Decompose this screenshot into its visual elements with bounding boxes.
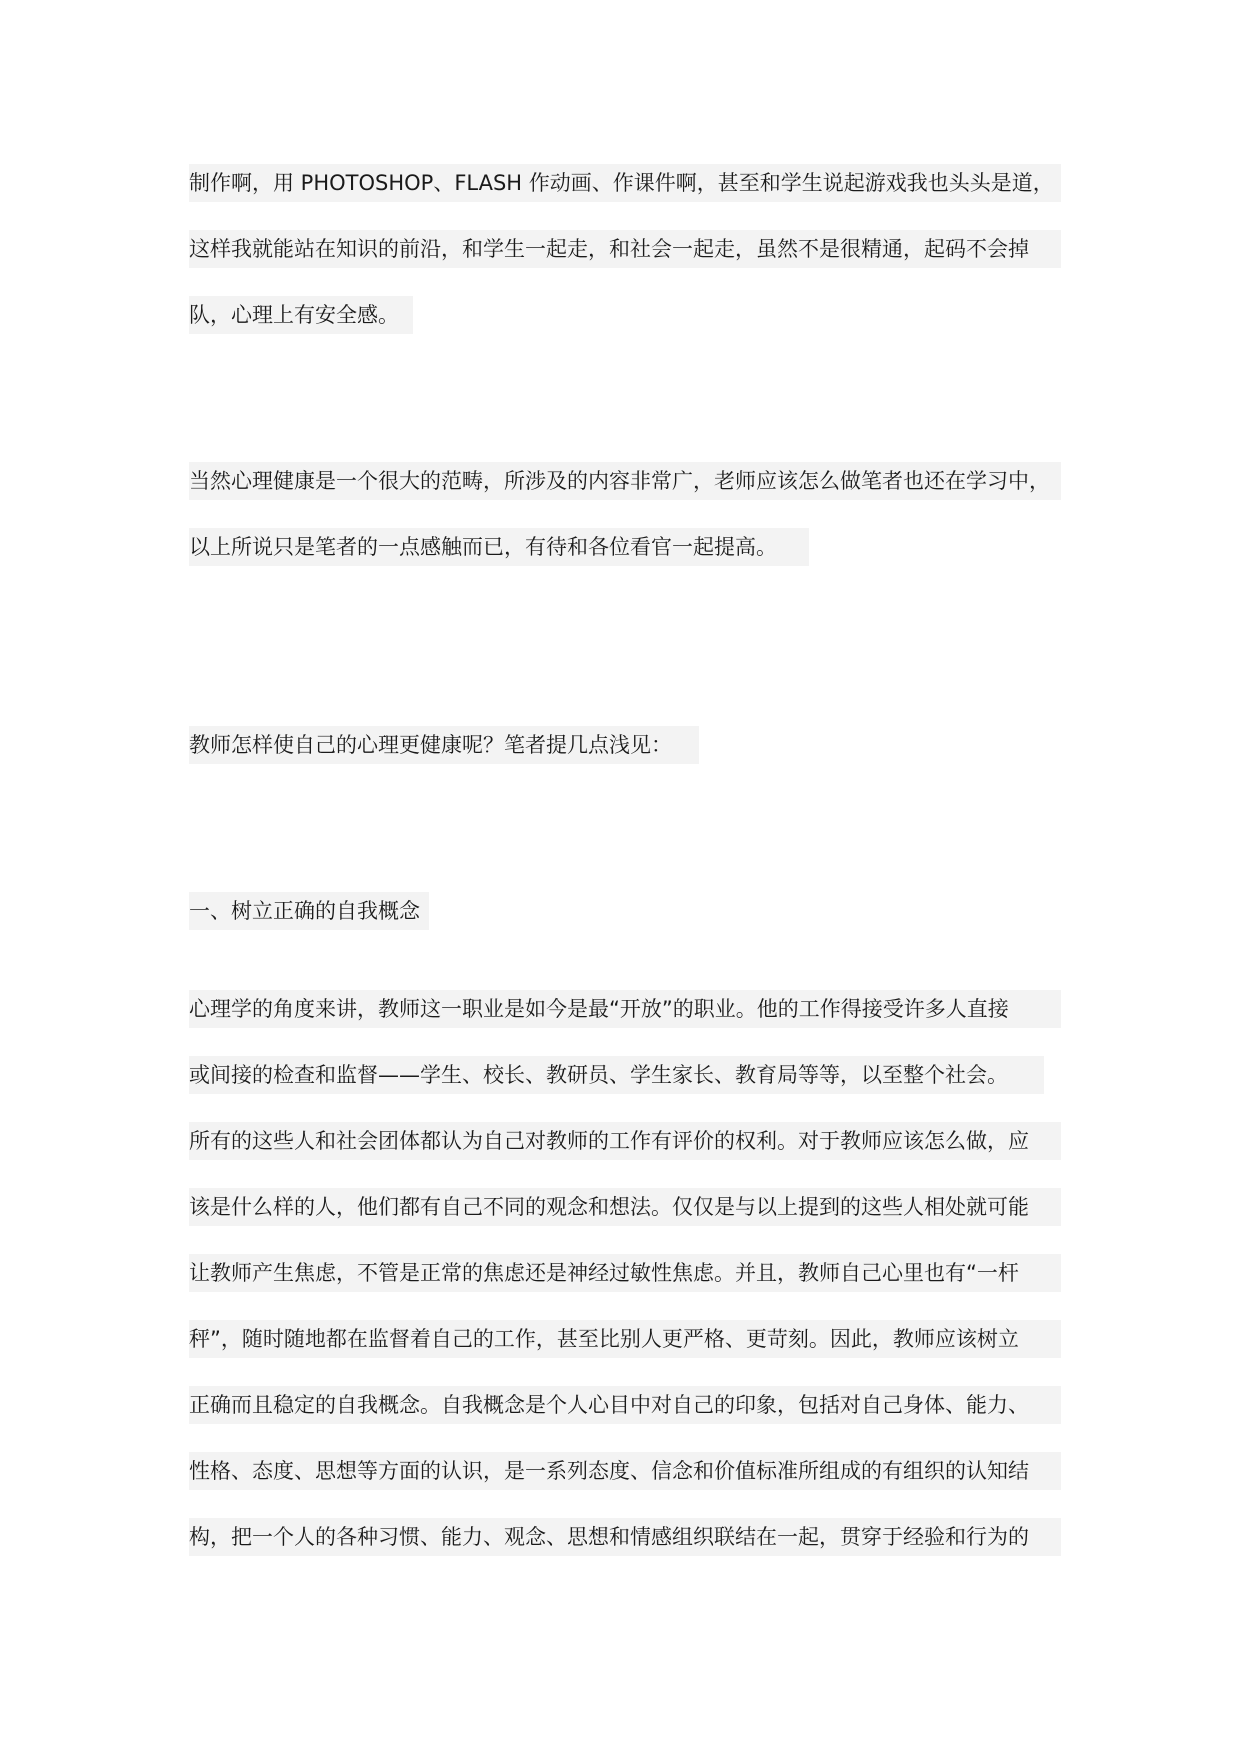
text-line: 这样我就能站在知识的前沿，和学生一起走，和社会一起走，虽然不是很精通，起码不会掉 <box>189 230 1061 268</box>
text-line: 制作啊，用 PHOTOSHOP、FLASH 作动画、作课件啊，甚至和学生说起游戏我也头头是道， <box>189 164 1061 202</box>
text-line: 队，心理上有安全感。 <box>189 296 413 334</box>
text-line: 构，把一个人的各种习惯、能力、观念、思想和情感组织联结在一起，贯穿于经验和行为的 <box>189 1518 1061 1556</box>
text-line: 性格、态度、思想等方面的认识，是一系列态度、信念和价值标准所组成的有组织的认知结 <box>189 1452 1061 1490</box>
text-line: 所有的这些人和社会团体都认为自己对教师的工作有评价的权利。对于教师应该怎么做，应 <box>189 1122 1061 1160</box>
text-line: 秤”，随时随地都在监督着自己的工作，甚至比别人更严格、更苛刻。因此，教师应该树立 <box>189 1320 1061 1358</box>
text-line: 或间接的检查和监督——学生、校长、教研员、学生家长、教育局等等，以至整个社会。 <box>189 1056 1044 1094</box>
text-line: 教师怎样使自己的心理更健康呢？笔者提几点浅见： <box>189 726 699 764</box>
text-line: 心理学的角度来讲，教师这一职业是如今是最“开放”的职业。他的工作得接受许多人直接 <box>189 990 1061 1028</box>
text-line: 以上所说只是笔者的一点感触而已，有待和各位看官一起提高。 <box>189 528 809 566</box>
text-line: 正确而且稳定的自我概念。自我概念是个人心目中对自己的印象，包括对自己身体、能力、 <box>189 1386 1061 1424</box>
text-line: 当然心理健康是一个很大的范畴，所涉及的内容非常广，老师应该怎么做笔者也还在学习中， <box>189 462 1061 500</box>
text-line: 该是什么样的人，他们都有自己不同的观念和想法。仅仅是与以上提到的这些人相处就可能 <box>189 1188 1061 1226</box>
section-heading: 一、树立正确的自我概念 <box>189 892 429 930</box>
text-line: 让教师产生焦虑，不管是正常的焦虑还是神经过敏性焦虑。并且，教师自己心里也有“一杆 <box>189 1254 1061 1292</box>
